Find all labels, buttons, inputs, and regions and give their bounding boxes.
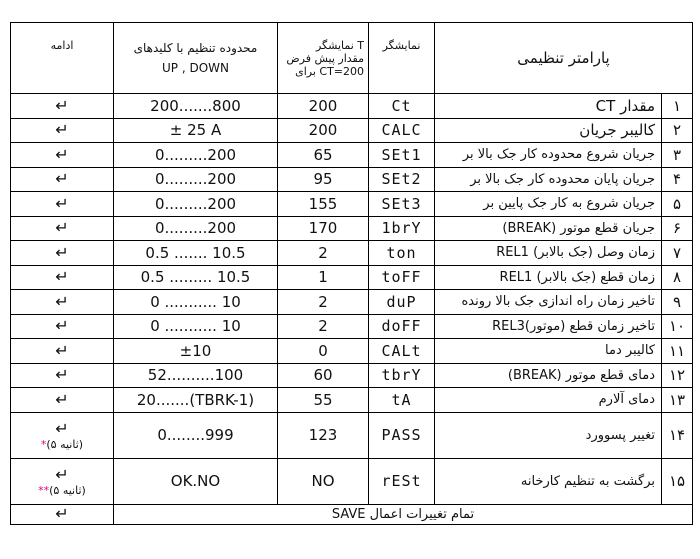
table-row (11, 388, 693, 413)
range-cell: 0.5 ....... 10.5 (114, 241, 278, 266)
table-row (11, 94, 693, 119)
param-desc-cell: تغییر پسوورد (435, 412, 662, 458)
header-row (11, 23, 693, 94)
enter-icon: ↵ (55, 316, 69, 336)
row-number-cell: ۱۵ (662, 458, 693, 504)
default-cell: NO (278, 458, 369, 504)
continue-cell (11, 458, 114, 504)
continue-cell (11, 314, 114, 339)
continue-cell (11, 388, 114, 413)
continue-cell (11, 118, 114, 143)
row-number-cell: ۴ (662, 167, 693, 192)
display-code-cell: toFF (369, 265, 435, 290)
enter-icon: ↵ (55, 291, 69, 311)
range-cell: 0 ........... 10 (114, 290, 278, 315)
default-cell: 95 (278, 167, 369, 192)
enter-icon: ↵ (55, 193, 69, 213)
header-continue: ادامه (11, 23, 114, 94)
default-cell: 170 (278, 216, 369, 241)
header-param: پارامتر تنظیمی (435, 23, 693, 94)
enter-icon: ↵ (55, 504, 69, 523)
table-row (11, 265, 693, 290)
header-default-line2: مقدار پیش فرض (286, 51, 364, 65)
range-cell: 0 ........... 10 (114, 314, 278, 339)
header-range (114, 23, 278, 94)
range-cell: 0.........200 (114, 216, 278, 241)
row-number-cell: ۹ (662, 290, 693, 315)
display-code-cell: SEt1 (369, 143, 435, 168)
hold-time-text: (۵ ثانیه) (49, 483, 86, 497)
enter-icon: ↵ (55, 169, 69, 189)
display-code-cell: SEt3 (369, 192, 435, 217)
range-cell: 200.......800 (114, 94, 278, 119)
param-desc-cell: دمای آلارم (435, 388, 662, 413)
param-desc-cell: جریان شروع به کار جک پایین بر (435, 192, 662, 217)
table-row (11, 241, 693, 266)
default-cell: 55 (278, 388, 369, 413)
display-code-cell: 1brY (369, 216, 435, 241)
display-code-cell: PASS (369, 412, 435, 458)
range-cell: ± 25 A (114, 118, 278, 143)
header-range-line2: UP , DOWN (162, 61, 229, 75)
continue-cell (11, 167, 114, 192)
param-desc-cell: کالیبر جریان (435, 118, 662, 143)
param-desc-cell: تاخیر زمان قطع (موتور)REL3 (435, 314, 662, 339)
default-cell: 2 (278, 290, 369, 315)
range-cell: ±10 (114, 339, 278, 364)
enter-icon: ↵ (55, 340, 69, 360)
continue-cell (11, 412, 114, 458)
continue-cell (11, 216, 114, 241)
footnote-star: * (40, 437, 47, 451)
enter-icon: ↵ (55, 95, 69, 115)
enter-icon: ↵ (55, 418, 69, 438)
row-number-cell: ۱۴ (662, 412, 693, 458)
continue-cell (11, 265, 114, 290)
hold-time-text: (۵ ثانیه) (46, 437, 84, 451)
enter-icon: ↵ (55, 144, 69, 164)
row-number-cell: ۷ (662, 241, 693, 266)
row-number-cell: ۶ (662, 216, 693, 241)
row-number-cell: ۵ (662, 192, 693, 217)
table-row (11, 458, 693, 504)
display-code-cell: duP (369, 290, 435, 315)
footer-text: SAVE تمام تغییرات اعمال (114, 504, 693, 524)
continue-cell (11, 143, 114, 168)
settings-table (10, 22, 693, 525)
table-row (11, 118, 693, 143)
default-cell: 65 (278, 143, 369, 168)
enter-icon: ↵ (55, 267, 69, 287)
footer-continue-cell (11, 504, 114, 524)
enter-icon: ↵ (55, 242, 69, 262)
continue-cell (11, 363, 114, 388)
display-code-cell: ton (369, 241, 435, 266)
row-number-cell: ۲ (662, 118, 693, 143)
continue-cell (11, 94, 114, 119)
table-row (11, 314, 693, 339)
row-number-cell: ۱ (662, 94, 693, 119)
default-cell: 1 (278, 265, 369, 290)
enter-icon: ↵ (55, 365, 69, 385)
header-default-line1: نمایشگر T (315, 38, 364, 52)
param-desc-cell: زمان قطع (جک بالابر) REL1 (435, 265, 662, 290)
enter-icon: ↵ (55, 120, 69, 140)
continue-cell (11, 339, 114, 364)
header-default (278, 23, 369, 94)
display-code-cell: tbrY (369, 363, 435, 388)
display-code-cell: CALt (369, 339, 435, 364)
display-code-cell: rESt (369, 458, 435, 504)
footnote-star: ** (38, 483, 50, 497)
range-cell: 0.........200 (114, 167, 278, 192)
default-cell: 123 (278, 412, 369, 458)
table-row (11, 412, 693, 458)
row-number-cell: ۱۱ (662, 339, 693, 364)
display-code-cell: SEt2 (369, 167, 435, 192)
param-desc-cell: جریان شروع محدوده کار جک بالا بر (435, 143, 662, 168)
header-display: نمایشگر (369, 23, 435, 94)
footer-row (11, 504, 693, 524)
table-row (11, 216, 693, 241)
row-number-cell: ۱۳ (662, 388, 693, 413)
default-cell: 60 (278, 363, 369, 388)
display-code-cell: Ct (369, 94, 435, 119)
param-desc-cell: تاخیر زمان راه اندازی جک بالا رونده (435, 290, 662, 315)
param-desc-cell: برگشت به تنظیم کارخانه (435, 458, 662, 504)
default-cell: 200 (278, 118, 369, 143)
row-number-cell: ۱۰ (662, 314, 693, 339)
default-cell: 2 (278, 314, 369, 339)
range-cell: 0.........200 (114, 143, 278, 168)
continue-cell (11, 290, 114, 315)
range-cell: OK.NO (114, 458, 278, 504)
param-desc-cell: زمان وصل (جک بالابر) REL1 (435, 241, 662, 266)
display-code-cell: CALC (369, 118, 435, 143)
param-desc-cell: مقدار CT (435, 94, 662, 119)
param-desc-cell: جریان قطع موتور (BREAK) (435, 216, 662, 241)
table-row (11, 363, 693, 388)
range-cell: 52..........100 (114, 363, 278, 388)
row-number-cell: ۳ (662, 143, 693, 168)
range-cell: 0........999 (114, 412, 278, 458)
enter-icon: ↵ (55, 389, 69, 409)
table-row (11, 143, 693, 168)
continue-cell (11, 241, 114, 266)
param-desc-cell: دمای قطع موتور (BREAK) (435, 363, 662, 388)
continue-cell (11, 192, 114, 217)
header-range-line1: محدوده تنظیم با کلیدهای (133, 41, 258, 55)
default-cell: 0 (278, 339, 369, 364)
default-cell: 2 (278, 241, 369, 266)
range-cell: 0.5 ......... 10.5 (114, 265, 278, 290)
table-row (11, 339, 693, 364)
range-cell: 20.......(TBRK-1) (114, 388, 278, 413)
param-desc-cell: کالیبر دما (435, 339, 662, 364)
enter-icon: ↵ (55, 218, 69, 238)
table-row (11, 192, 693, 217)
display-code-cell: tA (369, 388, 435, 413)
header-default-line3: برای CT=200 (295, 64, 364, 78)
table-row (11, 167, 693, 192)
range-cell: 0.........200 (114, 192, 278, 217)
hold-time-note (11, 438, 113, 451)
enter-icon: ↵ (55, 464, 69, 484)
display-code-cell: doFF (369, 314, 435, 339)
row-number-cell: ۱۲ (662, 363, 693, 388)
param-desc-cell: جریان پایان محدوده کار جک بالا بر (435, 167, 662, 192)
table-row (11, 290, 693, 315)
row-number-cell: ۸ (662, 265, 693, 290)
default-cell: 200 (278, 94, 369, 119)
hold-time-note (11, 484, 113, 497)
default-cell: 155 (278, 192, 369, 217)
